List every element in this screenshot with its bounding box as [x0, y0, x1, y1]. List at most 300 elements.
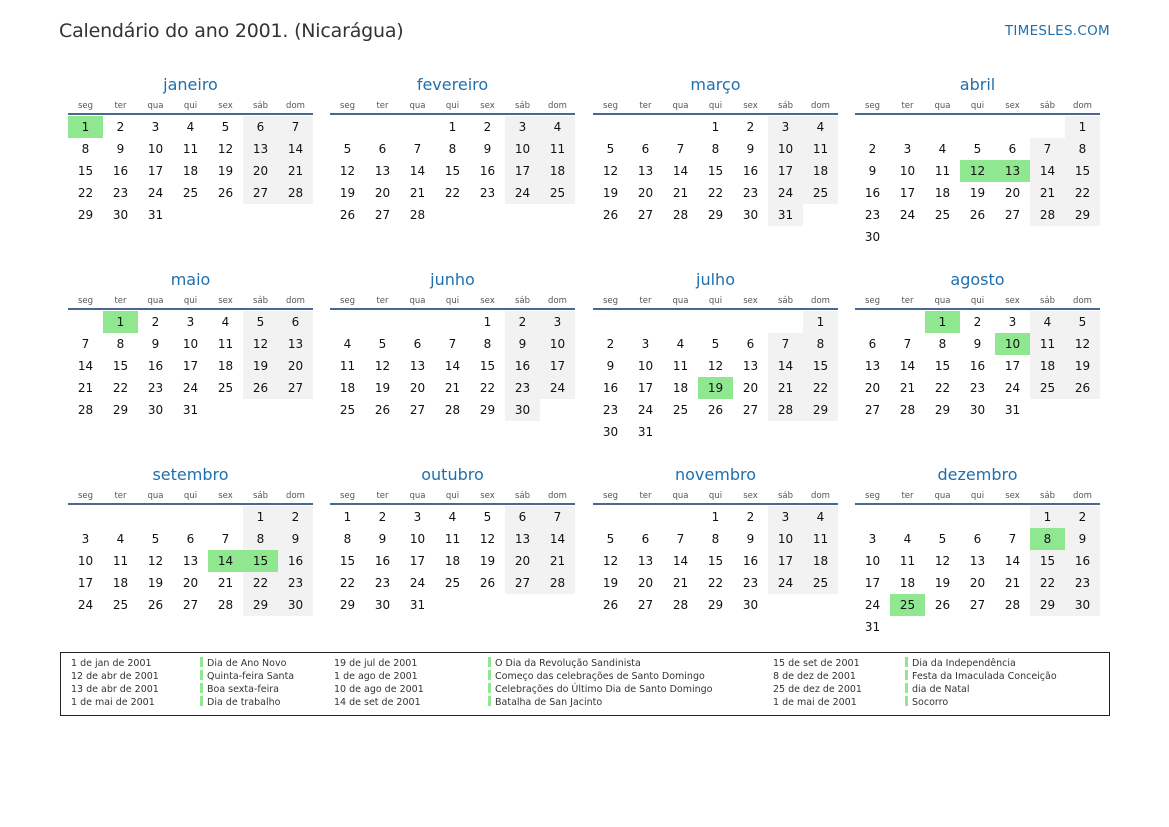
day-cell: 28	[672, 208, 689, 222]
month-name: abril	[959, 75, 996, 94]
month-calendar	[593, 465, 838, 616]
day-cell: 2	[606, 337, 615, 351]
weekday-label: ter	[114, 296, 127, 306]
weekday-label: sáb	[777, 491, 794, 501]
day-cell: 7	[1030, 138, 1065, 160]
empty-cell	[68, 506, 103, 528]
weekday-label: qui	[183, 296, 198, 306]
day-cell: 24	[637, 403, 654, 417]
empty-cell	[400, 116, 435, 138]
day-cell: 25	[540, 182, 575, 204]
legend-date: 1 de ago de 2001	[334, 671, 418, 682]
day-cell: 27	[637, 598, 654, 612]
day-cell: 15	[339, 554, 356, 568]
day-cell: 9	[1065, 528, 1100, 550]
day-cell: 16	[112, 164, 129, 178]
day-cell: 26	[602, 208, 619, 222]
empty-cell	[103, 506, 138, 528]
legend-holiday	[200, 696, 294, 709]
day-cell: 5	[973, 142, 982, 156]
day-cell: 4	[903, 532, 912, 546]
day-cell: 28	[409, 208, 426, 222]
day-cell: 26	[374, 403, 391, 417]
weekday-header	[68, 100, 313, 115]
weekday-label: seg	[864, 296, 881, 306]
day-cell: 31	[768, 204, 803, 226]
day-cell: 18	[934, 186, 951, 200]
weekday-header	[855, 100, 1100, 115]
month-calendar	[330, 465, 575, 616]
day-cell: 2	[973, 315, 982, 329]
day-cell: 25	[182, 186, 199, 200]
day-cell: 10	[864, 554, 881, 568]
day-cell: 11	[217, 337, 234, 351]
day-cell: 12	[934, 554, 951, 568]
day-cell: 28	[672, 598, 689, 612]
month-name: fevereiro	[416, 75, 489, 94]
day-cell: 23	[742, 186, 759, 200]
day-cell: 31	[1004, 403, 1021, 417]
legend-holiday-name: Socorro	[912, 697, 949, 708]
weekday-label: qui	[708, 296, 723, 306]
day-cell: 12	[374, 359, 391, 373]
weekday-label: seg	[339, 101, 356, 111]
weekday-label: qua	[672, 491, 689, 501]
day-cell: 22	[934, 381, 951, 395]
day-cell: 10	[77, 554, 94, 568]
day-cell: 7	[81, 337, 90, 351]
weekday-label: ter	[639, 296, 652, 306]
holiday-swatch-icon	[905, 657, 908, 667]
day-cell: 18	[803, 160, 838, 182]
day-cell: 20	[409, 381, 426, 395]
day-cell: 18	[444, 554, 461, 568]
weekday-label: qua	[672, 101, 689, 111]
day-cell: 15	[707, 164, 724, 178]
day-cell: 31	[409, 598, 426, 612]
weekday-label: sex	[1005, 296, 1020, 306]
legend-date: 12 de abr de 2001	[71, 671, 159, 682]
day-cell: 15	[77, 164, 94, 178]
day-cell: 5	[343, 142, 352, 156]
weekday-label: sex	[218, 101, 233, 111]
day-cell: 18	[672, 381, 689, 395]
empty-cell	[855, 311, 890, 333]
day-cell: 2	[116, 120, 125, 134]
day-cell: 21	[1030, 182, 1065, 204]
day-cell: 30	[278, 594, 313, 616]
weekday-label: seg	[602, 101, 619, 111]
holiday-day-cell: 10	[995, 333, 1030, 355]
day-cell: 7	[278, 116, 313, 138]
day-cell: 1	[711, 120, 720, 134]
legend-date: 10 de ago de 2001	[334, 684, 424, 695]
weekday-label: sex	[1005, 491, 1020, 501]
month-calendar	[68, 270, 313, 421]
day-cell: 30	[374, 598, 391, 612]
holiday-swatch-icon	[905, 670, 908, 680]
day-cell: 10	[768, 138, 803, 160]
day-cell: 6	[378, 142, 387, 156]
day-cell: 30	[147, 403, 164, 417]
day-cell: 9	[868, 164, 877, 178]
day-cell: 12	[217, 142, 234, 156]
day-cell: 29	[243, 594, 278, 616]
weekday-label: ter	[901, 296, 914, 306]
weekday-label: qua	[147, 491, 164, 501]
weekday-label: qui	[445, 101, 460, 111]
day-cell: 24	[768, 182, 803, 204]
day-cell: 27	[182, 598, 199, 612]
month-calendar	[855, 465, 1100, 638]
holiday-swatch-icon	[488, 696, 491, 706]
legend-dates-col-a	[71, 657, 159, 709]
weekday-label: sáb	[514, 101, 531, 111]
empty-cell	[855, 116, 890, 138]
day-cell: 6	[641, 142, 650, 156]
day-cell: 1	[803, 311, 838, 333]
day-cell: 22	[339, 576, 356, 590]
day-cell: 7	[221, 532, 230, 546]
day-cell: 18	[803, 550, 838, 572]
month-calendar	[855, 270, 1100, 421]
weekday-label: seg	[339, 491, 356, 501]
month-name: agosto	[950, 270, 1005, 289]
day-cell: 21	[278, 160, 313, 182]
legend-date: 15 de set de 2001	[773, 658, 860, 669]
weekday-label: ter	[901, 491, 914, 501]
weekday-label: qua	[147, 101, 164, 111]
day-cell: 25	[339, 403, 356, 417]
weekday-label: qui	[708, 101, 723, 111]
day-cell: 2	[505, 311, 540, 333]
day-cell: 14	[77, 359, 94, 373]
weekday-label: sáb	[252, 101, 269, 111]
day-cell: 21	[672, 576, 689, 590]
day-cell: 7	[540, 506, 575, 528]
day-cell: 23	[112, 186, 129, 200]
holiday-swatch-icon	[488, 657, 491, 667]
day-cell: 12	[243, 333, 278, 355]
legend-names-col-b	[488, 657, 712, 709]
day-cell: 17	[637, 381, 654, 395]
day-cell: 16	[602, 381, 619, 395]
day-cell: 29	[1065, 204, 1100, 226]
day-cell: 15	[707, 554, 724, 568]
day-cell: 23	[742, 576, 759, 590]
weekday-label: sáb	[1039, 101, 1056, 111]
day-cell: 13	[409, 359, 426, 373]
empty-cell	[925, 116, 960, 138]
day-cell: 25	[112, 598, 129, 612]
empty-cell	[138, 506, 173, 528]
day-cell: 9	[746, 532, 755, 546]
empty-cell	[593, 116, 628, 138]
day-cell: 12	[1065, 333, 1100, 355]
day-cell: 5	[243, 311, 278, 333]
weekday-label: seg	[77, 491, 94, 501]
day-cell: 9	[116, 142, 125, 156]
day-cell: 22	[803, 377, 838, 399]
day-cell: 20	[742, 381, 759, 395]
day-cell: 6	[413, 337, 422, 351]
day-cell: 29	[479, 403, 496, 417]
weekday-header	[593, 295, 838, 310]
empty-cell	[593, 311, 628, 333]
day-cell: 26	[707, 403, 724, 417]
weekday-label: dom	[811, 491, 830, 501]
weekday-label: sáb	[252, 491, 269, 501]
day-cell: 20	[505, 550, 540, 572]
weekday-label: sáb	[777, 296, 794, 306]
day-cell: 27	[243, 182, 278, 204]
empty-cell	[68, 311, 103, 333]
day-cell: 3	[151, 120, 160, 134]
day-cell: 25	[803, 182, 838, 204]
day-cell: 28	[768, 399, 803, 421]
day-cell: 26	[969, 208, 986, 222]
weekday-label: qua	[409, 101, 426, 111]
day-cell: 21	[409, 186, 426, 200]
day-cell: 13	[742, 359, 759, 373]
day-cell: 24	[540, 377, 575, 399]
weekday-label: ter	[376, 296, 389, 306]
holiday-swatch-icon	[200, 683, 203, 693]
day-cell: 31	[182, 403, 199, 417]
weekday-label: dom	[286, 491, 305, 501]
day-cell: 11	[803, 138, 838, 160]
day-cell: 22	[444, 186, 461, 200]
legend-holiday	[488, 657, 712, 670]
day-cell: 8	[803, 333, 838, 355]
empty-cell	[855, 506, 890, 528]
day-cell: 12	[602, 164, 619, 178]
day-cell: 6	[243, 116, 278, 138]
holiday-swatch-icon	[488, 683, 491, 693]
day-cell: 28	[217, 598, 234, 612]
day-cell: 2	[1065, 506, 1100, 528]
day-cell: 10	[540, 333, 575, 355]
legend-holiday	[905, 670, 1057, 683]
empty-cell	[435, 311, 470, 333]
day-cell: 3	[413, 510, 422, 524]
legend-holiday	[488, 696, 712, 709]
day-cell: 22	[112, 381, 129, 395]
day-grid	[68, 311, 313, 421]
day-cell: 5	[378, 337, 387, 351]
day-cell: 28	[540, 572, 575, 594]
day-cell: 11	[899, 554, 916, 568]
weekday-label: qui	[183, 491, 198, 501]
empty-cell	[1030, 116, 1065, 138]
weekday-label: seg	[602, 296, 619, 306]
day-grid	[330, 116, 575, 226]
brand-link[interactable]: TIMESLES.COM	[1004, 23, 1110, 39]
holiday-day-cell: 1	[68, 116, 103, 138]
day-cell: 2	[746, 510, 755, 524]
empty-cell	[890, 311, 925, 333]
weekday-header	[68, 490, 313, 505]
day-cell: 15	[934, 359, 951, 373]
legend-holiday	[200, 657, 294, 670]
weekday-label: qui	[970, 296, 985, 306]
day-cell: 23	[602, 403, 619, 417]
day-cell: 18	[540, 160, 575, 182]
day-cell: 4	[1030, 311, 1065, 333]
day-cell: 22	[1030, 572, 1065, 594]
day-cell: 13	[969, 554, 986, 568]
day-grid	[593, 116, 838, 226]
day-cell: 5	[221, 120, 230, 134]
day-cell: 10	[409, 532, 426, 546]
day-cell: 17	[1004, 359, 1021, 373]
day-cell: 13	[243, 138, 278, 160]
day-cell: 14	[278, 138, 313, 160]
legend-date: 25 de dez de 2001	[773, 684, 862, 695]
day-cell: 29	[707, 598, 724, 612]
empty-cell	[628, 116, 663, 138]
day-cell: 16	[374, 554, 391, 568]
day-grid	[68, 116, 313, 226]
day-cell: 30	[602, 425, 619, 439]
day-cell: 10	[147, 142, 164, 156]
day-cell: 12	[147, 554, 164, 568]
day-cell: 6	[973, 532, 982, 546]
day-cell: 24	[77, 598, 94, 612]
day-cell: 29	[934, 403, 951, 417]
month-calendar	[330, 75, 575, 226]
day-cell: 22	[1065, 182, 1100, 204]
day-cell: 6	[1008, 142, 1017, 156]
day-cell: 4	[540, 116, 575, 138]
legend-holiday-name: Celebrações do Último Dia de Santo Domingo	[495, 684, 713, 695]
day-cell: 25	[444, 576, 461, 590]
legend-holiday	[200, 670, 294, 683]
page-title: Calendário do ano 2001. (Nicarágua)	[59, 20, 404, 42]
day-cell: 11	[1030, 333, 1065, 355]
day-cell: 14	[899, 359, 916, 373]
day-cell: 29	[339, 598, 356, 612]
day-cell: 17	[768, 550, 803, 572]
legend-date: 1 de mai de 2001	[773, 697, 857, 708]
legend-dates-col-c	[773, 657, 862, 709]
day-cell: 7	[413, 142, 422, 156]
day-cell: 19	[339, 186, 356, 200]
weekday-label: qui	[970, 491, 985, 501]
day-cell: 16	[969, 359, 986, 373]
holiday-swatch-icon	[488, 670, 491, 680]
day-cell: 27	[374, 208, 391, 222]
day-cell: 22	[707, 576, 724, 590]
holiday-swatch-icon	[905, 683, 908, 693]
month-name: outubro	[421, 465, 484, 484]
day-cell: 7	[676, 142, 685, 156]
day-cell: 16	[1065, 550, 1100, 572]
month-calendar	[855, 75, 1100, 248]
day-cell: 2	[483, 120, 492, 134]
day-cell: 20	[243, 160, 278, 182]
day-grid	[68, 506, 313, 616]
holiday-day-cell: 19	[698, 377, 733, 399]
day-cell: 19	[602, 576, 619, 590]
day-cell: 20	[637, 186, 654, 200]
day-grid	[855, 116, 1100, 248]
day-cell: 12	[339, 164, 356, 178]
legend-holiday-name: Dia de Ano Novo	[207, 658, 287, 669]
day-cell: 10	[768, 528, 803, 550]
legend-holiday	[488, 670, 712, 683]
weekday-label: ter	[376, 101, 389, 111]
day-cell: 14	[1030, 160, 1065, 182]
day-cell: 23	[147, 381, 164, 395]
day-cell: 19	[934, 576, 951, 590]
day-cell: 26	[479, 576, 496, 590]
day-cell: 11	[444, 532, 461, 546]
day-cell: 11	[934, 164, 951, 178]
day-cell: 9	[505, 333, 540, 355]
day-cell: 24	[182, 381, 199, 395]
day-cell: 21	[768, 377, 803, 399]
weekday-label: sáb	[514, 296, 531, 306]
day-cell: 11	[540, 138, 575, 160]
month-calendar	[68, 75, 313, 226]
day-cell: 14	[1004, 554, 1021, 568]
day-cell: 17	[409, 554, 426, 568]
day-cell: 23	[278, 572, 313, 594]
legend-names-col-c	[905, 657, 1057, 709]
holiday-swatch-icon	[905, 696, 908, 706]
day-cell: 14	[444, 359, 461, 373]
day-cell: 4	[116, 532, 125, 546]
day-cell: 26	[217, 186, 234, 200]
day-cell: 4	[221, 315, 230, 329]
day-cell: 25	[217, 381, 234, 395]
legend-names-col-a	[200, 657, 294, 709]
day-cell: 23	[374, 576, 391, 590]
legend-holiday-name: Dia da Independência	[912, 658, 1016, 669]
day-cell: 17	[505, 160, 540, 182]
empty-cell	[890, 116, 925, 138]
day-cell: 1	[711, 510, 720, 524]
weekday-label: qui	[970, 101, 985, 111]
day-cell: 5	[151, 532, 160, 546]
day-cell: 22	[243, 572, 278, 594]
day-cell: 28	[77, 403, 94, 417]
empty-cell	[365, 311, 400, 333]
day-cell: 25	[934, 208, 951, 222]
day-cell: 8	[938, 337, 947, 351]
weekday-label: dom	[548, 296, 567, 306]
empty-cell	[628, 506, 663, 528]
day-cell: 21	[1004, 576, 1021, 590]
month-name: maio	[170, 270, 211, 289]
day-cell: 22	[77, 186, 94, 200]
day-cell: 5	[483, 510, 492, 524]
weekday-label: dom	[548, 101, 567, 111]
day-cell: 9	[151, 337, 160, 351]
day-cell: 28	[444, 403, 461, 417]
day-cell: 11	[803, 528, 838, 550]
day-cell: 19	[243, 355, 278, 377]
day-cell: 3	[768, 116, 803, 138]
day-cell: 27	[1004, 208, 1021, 222]
empty-cell	[593, 506, 628, 528]
holiday-day-cell: 14	[208, 550, 243, 572]
holiday-swatch-icon	[200, 657, 203, 667]
day-cell: 16	[864, 186, 881, 200]
holiday-day-cell: 25	[890, 594, 925, 616]
day-cell: 26	[934, 598, 951, 612]
